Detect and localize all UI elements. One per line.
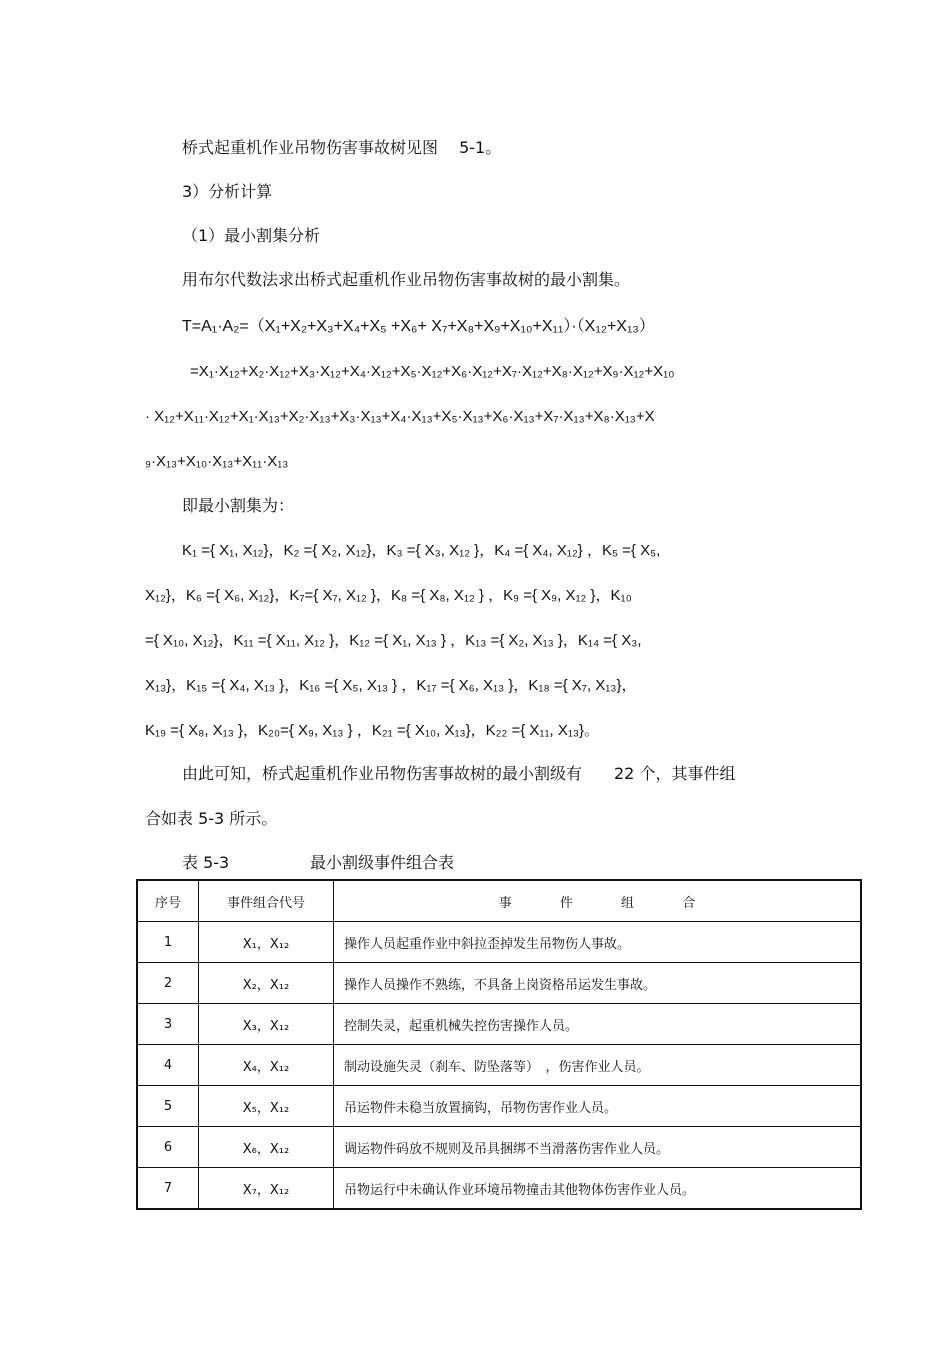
section-heading-analysis: 3）分析计算 bbox=[182, 182, 273, 201]
table-row bbox=[137, 1127, 861, 1168]
cutsets-line-5: K₁₉ ={ X₈, X₁₃ }，K₂₀={ X₉, X₁₃ } ，K₂₁ ={ X₁₀, X₁₃}，K₂₂ ={ X₁₁, X₁₃}。 bbox=[145, 722, 600, 739]
cutsets-line-3: ={ X₁₀, X₁₂}，K₁₁ ={ X₁₁, X₁₂ }，K₁₂ ={ X₁, X₁₃ } ，K₁₃ ={ X₂, X₁₃ }，K₁₄ ={ X₃, bbox=[145, 632, 642, 649]
cutsets-intro: 即最小割集为： bbox=[182, 496, 295, 515]
row-code: X₇，X₁₂ bbox=[199, 1168, 334, 1210]
table-caption-number: 表 5-3 bbox=[182, 853, 230, 872]
row-code: X₄，X₁₂ bbox=[199, 1045, 334, 1086]
conclusion-line-2: 合如表 5-3 所示。 bbox=[145, 809, 278, 828]
table-row bbox=[137, 1086, 861, 1127]
row-no: 5 bbox=[137, 1086, 199, 1127]
table-row bbox=[137, 922, 861, 963]
header-desc: 事 件 组 合 bbox=[334, 880, 862, 922]
header-no: 序号 bbox=[137, 880, 199, 922]
row-no: 1 bbox=[137, 922, 199, 963]
table-row bbox=[137, 1168, 861, 1210]
subsection-heading-min-cutset: （1）最小割集分析 bbox=[182, 226, 321, 245]
row-desc: 吊运物件未稳当放置摘钩，吊物伤害作业人员。 bbox=[334, 1086, 862, 1127]
row-code: X₃，X₁₂ bbox=[199, 1004, 334, 1045]
row-no: 4 bbox=[137, 1045, 199, 1086]
table-row bbox=[137, 1045, 861, 1086]
row-no: 7 bbox=[137, 1168, 199, 1210]
row-desc: 控制失灵，起重机械失控伤害操作人员。 bbox=[334, 1004, 862, 1045]
table-caption-title: 最小割级事件组合表 bbox=[310, 853, 455, 872]
row-code: X₁，X₁₂ bbox=[199, 922, 334, 963]
formula-line-2: =X₁·X₁₂+X₂·X₁₂+X₃·X₁₂+X₄·X₁₂+X₅·X₁₂+X₆·X₁₂+X₇·X₁₂+X₈·X₁₂+X₉·X₁₂+X₁₀ bbox=[190, 363, 675, 380]
cutsets-line-4: X₁₃}，K₁₅ ={ X₄, X₁₃ }，K₁₆ ={ X₅, X₁₃ } ，K₁₇ ={ X₆, X₁₃ }，K₁₈ ={ X₇, X₁₃}， bbox=[145, 677, 637, 694]
event-combination-table bbox=[136, 879, 862, 1210]
cutsets-line-1: K₁ ={ X₁, X₁₂}，K₂ ={ X₂, X₁₂}，K₃ ={ X₃, X₁₂ }，K₄ ={ X₄, X₁₂} ，K₅ ={ X₅, bbox=[182, 542, 661, 559]
intro-paragraph: 桥式起重机作业吊物伤害事故树见图 5-1。 bbox=[182, 138, 502, 157]
row-desc: 吊物运行中未确认作业环境吊物撞击其他物体伤害作业人员。 bbox=[334, 1168, 862, 1210]
conclusion-line-1: 由此可知，桥式起重机作业吊物伤害事故树的最小割级有 22 个，其事件组 bbox=[182, 764, 736, 783]
table-header-row bbox=[137, 880, 861, 922]
cutsets-line-2: X₁₂}，K₆ ={ X₆, X₁₂}，K₇={ X₇, X₁₂ }，K₈ ={ X₈, X₁₂ } ，K₉ ={ X₉, X₁₂ }，K₁₀ bbox=[145, 587, 632, 604]
table-row bbox=[137, 963, 861, 1004]
row-desc: 调运物件码放不规则及吊具捆绑不当滑落伤害作业人员。 bbox=[334, 1127, 862, 1168]
formula-line-4: ₉·X₁₃+X₁₀·X₁₃+X₁₁·X₁₃ bbox=[145, 453, 289, 470]
row-desc: 操作人员起重作业中斜拉歪掉发生吊物伤人事故。 bbox=[334, 922, 862, 963]
row-no: 6 bbox=[137, 1127, 199, 1168]
row-no: 3 bbox=[137, 1004, 199, 1045]
row-no: 2 bbox=[137, 963, 199, 1004]
table-row bbox=[137, 1004, 861, 1045]
row-code: X₅，X₁₂ bbox=[199, 1086, 334, 1127]
row-desc: 制动设施失灵（刹车、防坠落等） ，伤害作业人员。 bbox=[334, 1045, 862, 1086]
row-desc: 操作人员操作不熟练，不具备上岗资格吊运发生事故。 bbox=[334, 963, 862, 1004]
method-paragraph: 用布尔代数法求出桥式起重机作业吊物伤害事故树的最小割集。 bbox=[182, 270, 631, 289]
row-code: X₆，X₁₂ bbox=[199, 1127, 334, 1168]
row-code: X₂，X₁₂ bbox=[199, 963, 334, 1004]
header-code: 事件组合代号 bbox=[199, 880, 334, 922]
formula-line-3: · X₁₂+X₁₁·X₁₂+X₁·X₁₃+X₂·X₁₃+X₃·X₁₃+X₄·X₁₃+X₅·X₁₃+X₆·X₁₃+X₇·X₁₃+X₈·X₁₃+X bbox=[145, 408, 655, 425]
formula-line-1: T=A₁·A₂=（X₁+X₂+X₃+X₄+X₅ +X₆+ X₇+X₈+X₉+X₁₀+X₁₁）·（X₁₂+X₁₃） bbox=[182, 318, 655, 335]
